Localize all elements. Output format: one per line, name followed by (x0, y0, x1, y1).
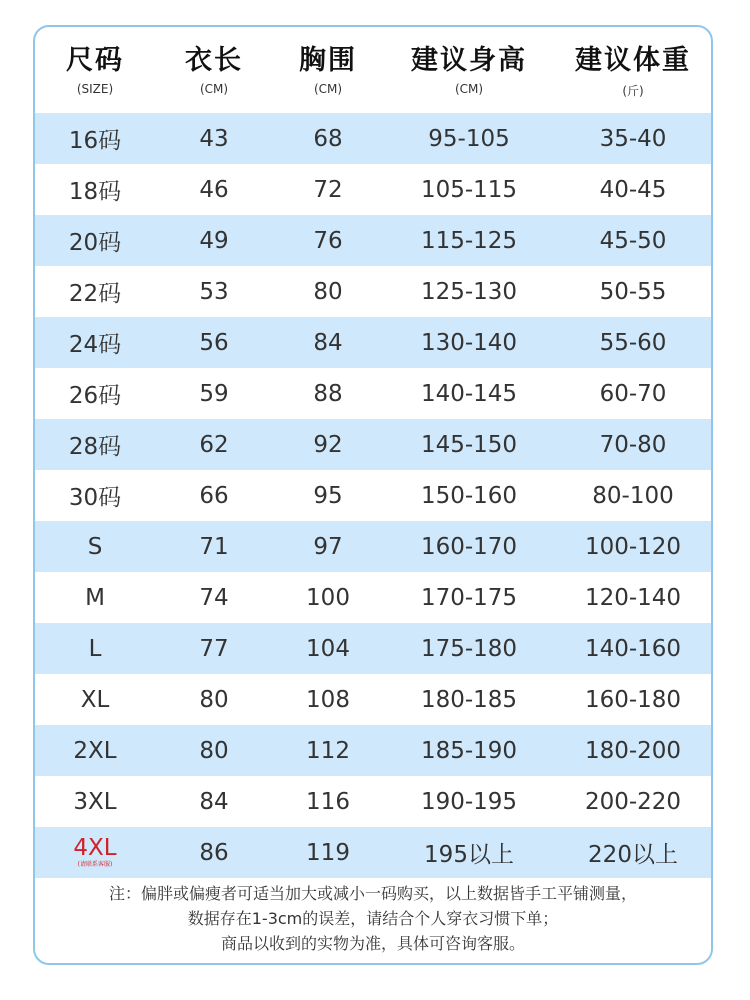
cell-height: 105-115 (420, 176, 518, 203)
cell-length: 43 (199, 125, 229, 152)
cell-chest: 76 (313, 227, 343, 254)
cell-size: 22码 (68, 281, 122, 307)
cell-length: 84 (199, 788, 229, 815)
header-weight (555, 27, 711, 113)
header-weight-unit: (斤) (622, 84, 644, 98)
cell-length: 86 (199, 839, 229, 866)
cell-size: 28码 (68, 434, 122, 460)
contact-service-note: (请联系客服) (77, 861, 113, 868)
cell-weight: 40-45 (599, 176, 667, 203)
cell-height: 95-105 (428, 125, 510, 152)
table-row (35, 368, 711, 419)
cell-height: 160-170 (420, 533, 518, 560)
table-row (35, 776, 711, 827)
cell-size: L (88, 635, 102, 662)
cell-length: 80 (199, 737, 229, 764)
cell-size: 24码 (68, 332, 122, 358)
cell-length: 56 (199, 329, 229, 356)
cell-height: 140-145 (420, 380, 518, 407)
cell-chest: 84 (313, 329, 343, 356)
header-size-label: 尺码 (66, 45, 124, 76)
cell-chest: 80 (313, 278, 343, 305)
cell-weight: 140-160 (584, 635, 682, 662)
header-chest-label: 胸围 (299, 45, 357, 76)
table-row (35, 317, 711, 368)
cell-weight: 180-200 (584, 737, 682, 764)
cell-weight: 80-100 (592, 482, 674, 509)
header-length (155, 27, 273, 113)
header-chest (273, 27, 383, 113)
header-length-label: 衣长 (185, 45, 243, 76)
cell-height: 195以上 (424, 842, 514, 868)
cell-chest: 108 (306, 686, 350, 713)
cell-weight: 55-60 (599, 329, 667, 356)
cell-length: 77 (199, 635, 229, 662)
cell-length: 53 (199, 278, 229, 305)
cell-weight: 160-180 (584, 686, 682, 713)
table-row (35, 674, 711, 725)
size-chart-card (33, 25, 713, 965)
cell-height: 175-180 (420, 635, 518, 662)
cell-weight: 50-55 (599, 278, 667, 305)
table-row (35, 419, 711, 470)
table-row (35, 113, 711, 164)
cell-height: 145-150 (420, 431, 518, 458)
table-row (35, 827, 711, 878)
table-row (35, 623, 711, 674)
cell-size: XL (80, 686, 110, 713)
cell-chest: 95 (313, 482, 343, 509)
cell-chest: 88 (313, 380, 343, 407)
cell-weight: 200-220 (584, 788, 682, 815)
cell-weight: 220以上 (588, 842, 678, 868)
cell-length: 62 (199, 431, 229, 458)
cell-size: 20码 (68, 230, 122, 256)
cell-height: 170-175 (420, 584, 518, 611)
note-line: 注：偏胖或偏瘦者可适当加大或减小一码购买，以上数据皆手工平铺测量， (108, 884, 637, 903)
cell-height: 180-185 (420, 686, 518, 713)
cell-weight: 70-80 (599, 431, 667, 458)
cell-length: 71 (199, 533, 229, 560)
cell-length: 74 (199, 584, 229, 611)
cell-size: M (85, 584, 105, 611)
header-height (383, 27, 555, 113)
cell-size: 2XL (73, 737, 117, 764)
cell-chest: 119 (306, 839, 350, 866)
cell-length: 59 (199, 380, 229, 407)
table-header (35, 27, 711, 113)
cell-height: 125-130 (420, 278, 518, 305)
cell-size: 26码 (68, 383, 122, 409)
cell-chest: 72 (313, 176, 343, 203)
table-row (35, 164, 711, 215)
cell-size (35, 837, 155, 868)
size-label-highlight: 4XL (73, 835, 117, 861)
header-height-unit: (CM) (454, 82, 484, 96)
cell-weight: 35-40 (599, 125, 667, 152)
notes (35, 881, 711, 956)
cell-height: 130-140 (420, 329, 518, 356)
header-weight-label: 建议体重 (575, 45, 691, 76)
header-size (35, 27, 155, 113)
cell-chest: 100 (306, 584, 350, 611)
cell-length: 46 (199, 176, 229, 203)
cell-height: 115-125 (420, 227, 518, 254)
table-row (35, 470, 711, 521)
table-row (35, 521, 711, 572)
cell-size: 3XL (73, 788, 117, 815)
table-row (35, 572, 711, 623)
cell-weight: 60-70 (599, 380, 667, 407)
table-row (35, 725, 711, 776)
cell-weight: 45-50 (599, 227, 667, 254)
cell-length: 66 (199, 482, 229, 509)
cell-length: 80 (199, 686, 229, 713)
note-line: 商品以收到的实物为准，具体可咨询客服。 (220, 934, 525, 953)
cell-size: 30码 (68, 485, 122, 511)
cell-chest: 104 (306, 635, 350, 662)
cell-chest: 116 (306, 788, 350, 815)
cell-height: 150-160 (420, 482, 518, 509)
cell-size: 16码 (68, 128, 122, 154)
cell-chest: 97 (313, 533, 343, 560)
cell-chest: 92 (313, 431, 343, 458)
cell-weight: 120-140 (584, 584, 682, 611)
header-chest-unit: (CM) (313, 82, 343, 96)
cell-height: 190-195 (420, 788, 518, 815)
table-row (35, 215, 711, 266)
cell-length: 49 (199, 227, 229, 254)
cell-chest: 112 (306, 737, 350, 764)
header-height-label: 建议身高 (411, 45, 527, 76)
header-length-unit: (CM) (199, 82, 229, 96)
cell-size: 18码 (68, 179, 122, 205)
cell-size: S (87, 533, 103, 560)
size-table-body (35, 113, 711, 878)
table-row (35, 266, 711, 317)
cell-chest: 68 (313, 125, 343, 152)
header-size-unit: (SIZE) (76, 82, 114, 96)
cell-weight: 100-120 (584, 533, 682, 560)
note-line: 数据存在1-3cm的误差，请结合个人穿衣习惯下单； (187, 909, 559, 928)
cell-height: 185-190 (420, 737, 518, 764)
